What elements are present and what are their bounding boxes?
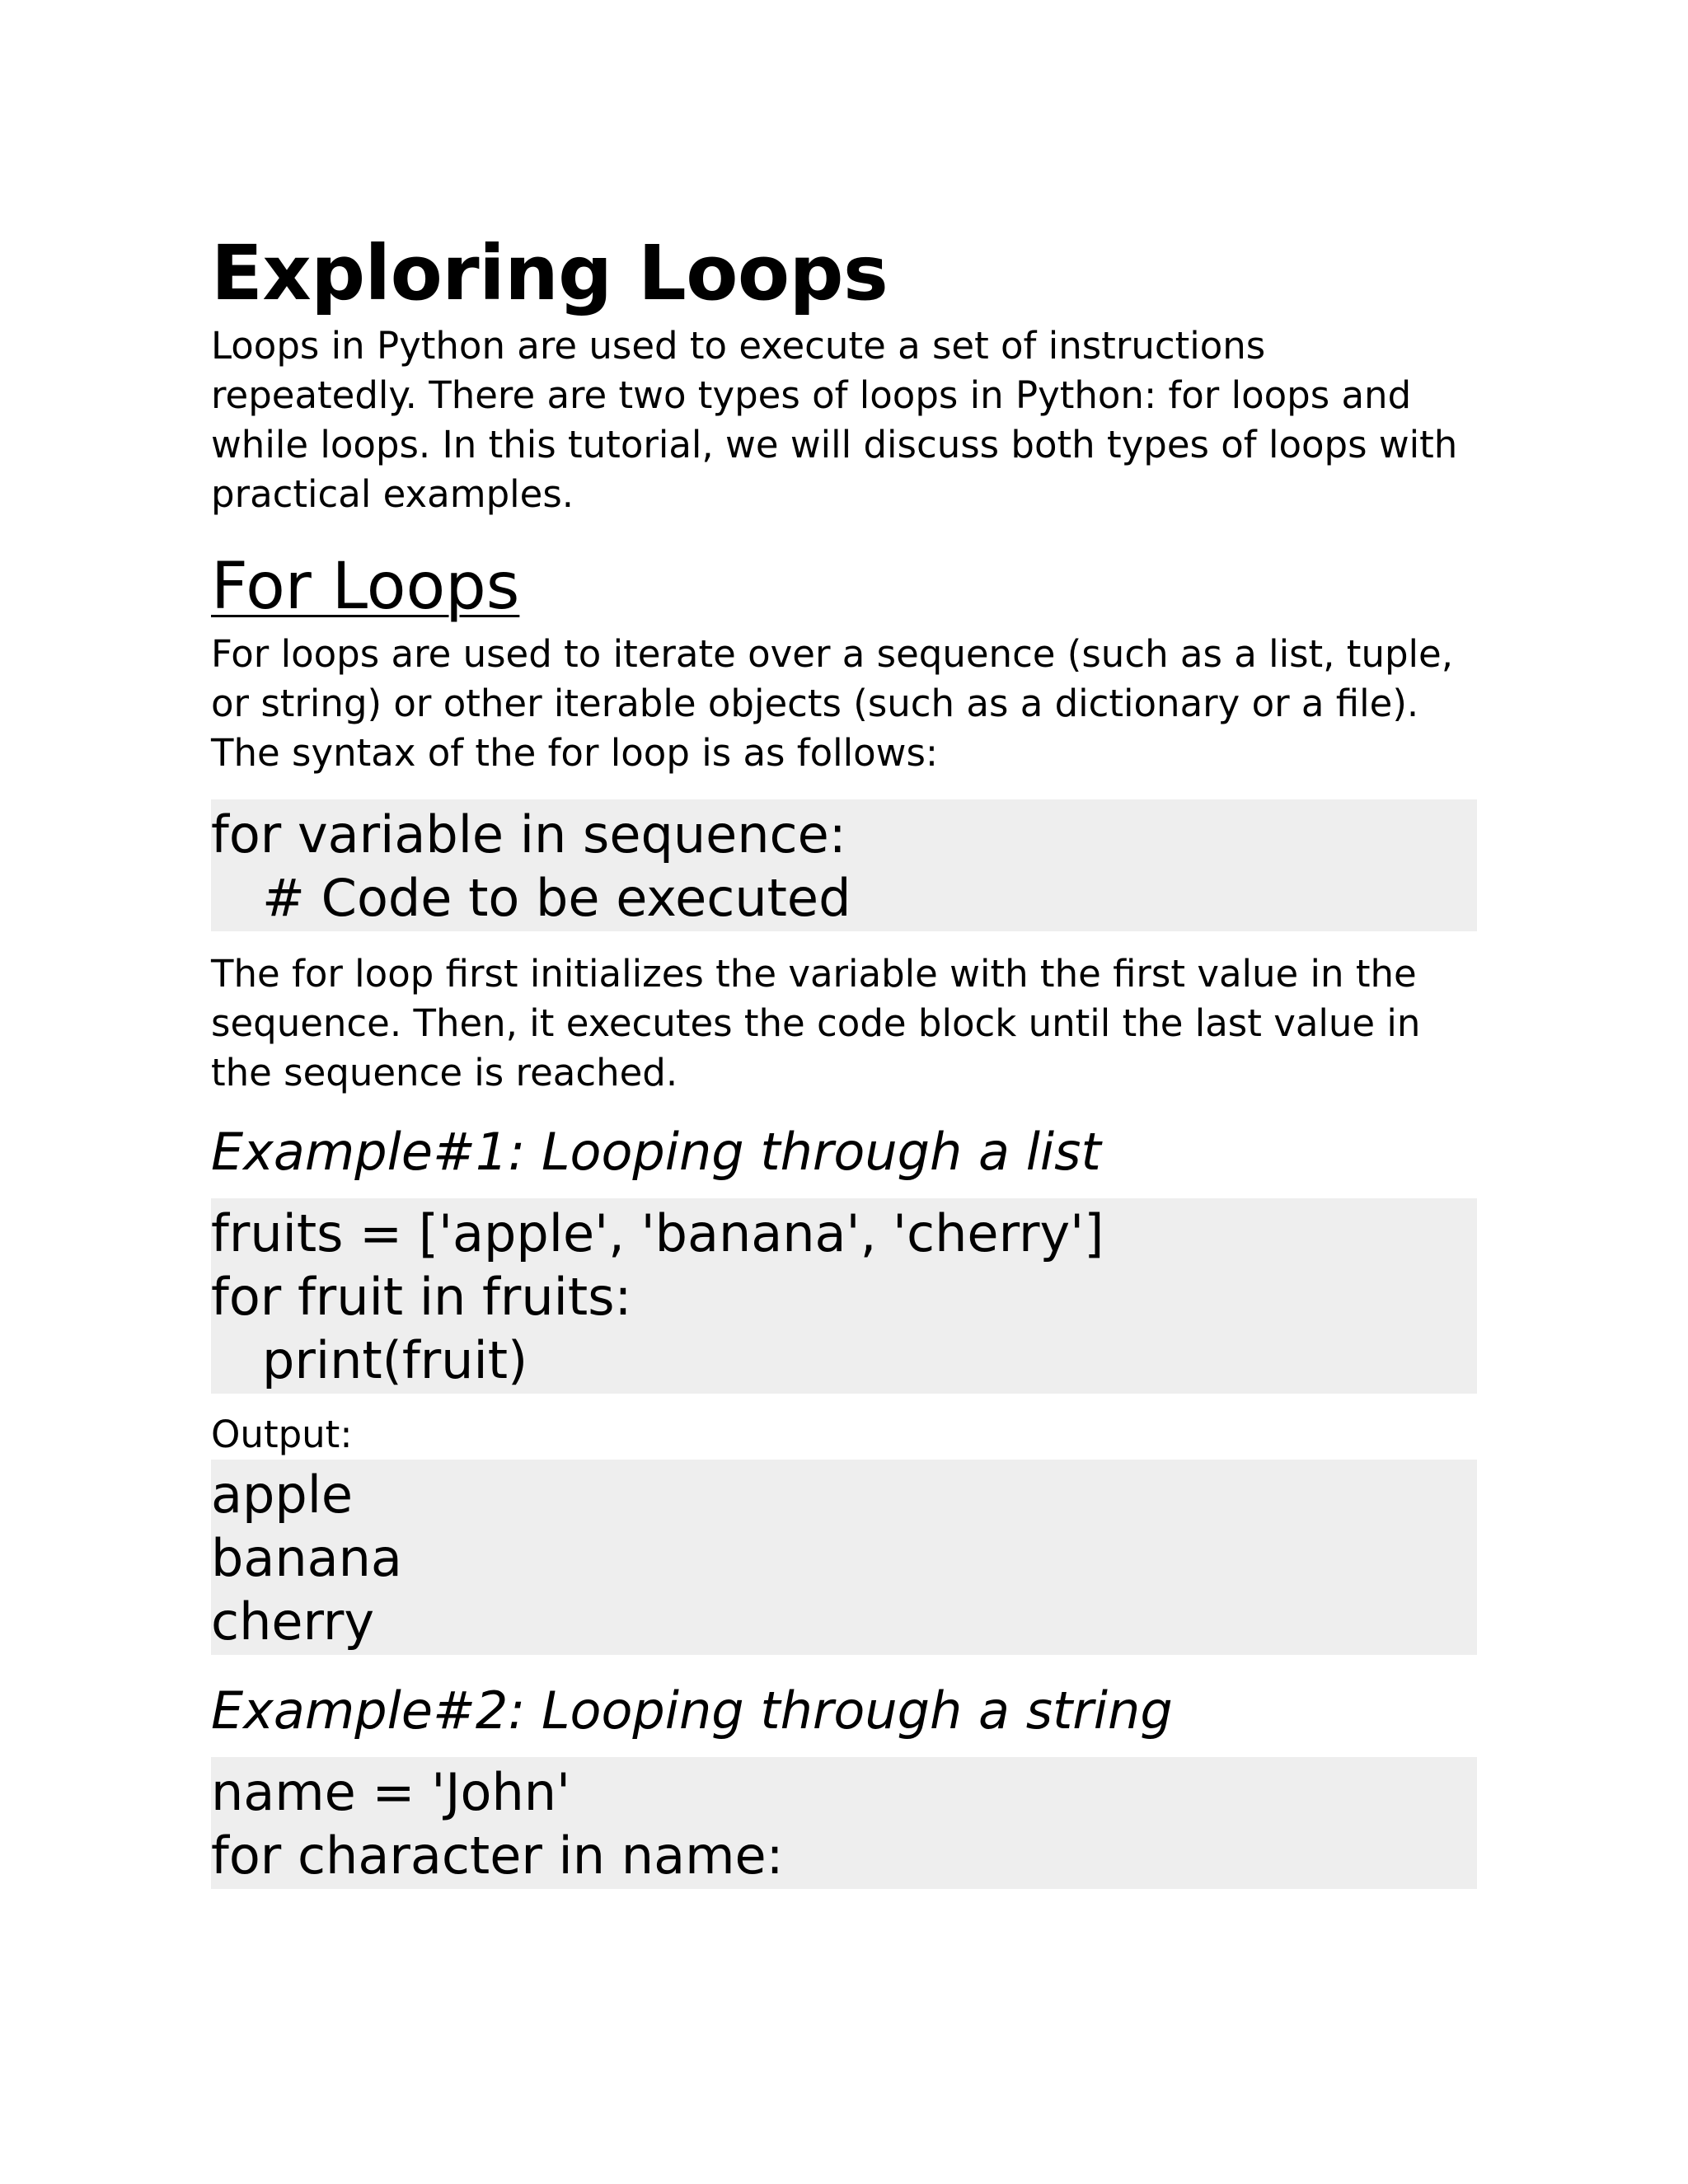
code-line: # Code to be executed	[262, 868, 851, 928]
for-loops-description: For loops are used to iterate over a sequence (such as a list, tuple, or string) or other iterable objects (such as a dictionary or a file). The syntax of the for loop is as follows:	[211, 632, 1454, 775]
example-2-code-block	[211, 1757, 1477, 1889]
code-line: print(fruit)	[262, 1330, 528, 1390]
example-2-heading: Example#2: Looping through a string	[211, 1680, 1173, 1741]
for-loops-heading: For Loops	[211, 550, 520, 624]
example-1-heading: Example#1: Looping through a list	[211, 1122, 1101, 1182]
code-line: for fruit in fruits:	[211, 1267, 632, 1327]
code-line: for character in name:	[211, 1825, 784, 1886]
example-1-output-block	[211, 1460, 1477, 1655]
document-content	[211, 229, 1477, 1889]
syntax-code-block	[211, 799, 1477, 931]
output-line: banana	[211, 1528, 402, 1588]
for-loop-explanation: The for loop first initializes the variable with the first value in the sequence. Then, it executes the code block until the last value in the sequence is reached.	[211, 952, 1421, 1094]
intro-paragraph: Loops in Python are used to execute a set of instructions repeatedly. There are two types of loops in Python: for loops and while loops. In this tutorial, we will discuss both types of loops with practical examples.	[211, 324, 1458, 516]
code-line: for variable in sequence:	[211, 804, 846, 865]
page-title: Exploring Loops	[211, 229, 889, 317]
code-line: fruits = ['apple', 'banana', 'cherry']	[211, 1203, 1104, 1263]
code-line: name = 'John'	[211, 1762, 571, 1822]
output-line: apple	[211, 1465, 354, 1525]
output-line: cherry	[211, 1591, 375, 1652]
output-label: Output:	[211, 1413, 353, 1456]
example-1-code-block	[211, 1198, 1477, 1394]
